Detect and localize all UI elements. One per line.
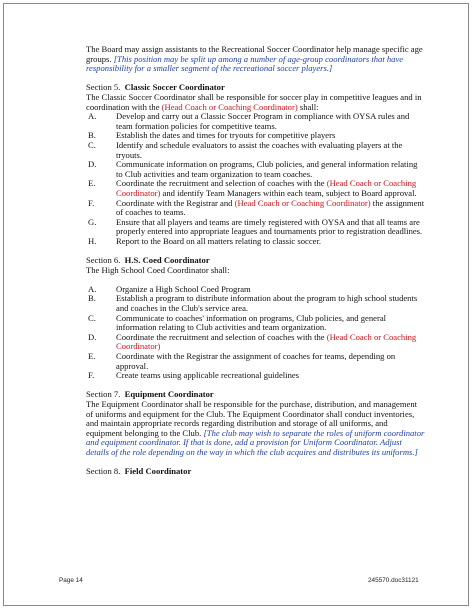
page-number: Page 14 xyxy=(59,577,83,584)
section-5-intro-red: (Head Coach or Coaching Coordinator) xyxy=(161,101,298,112)
item-label: B. xyxy=(88,130,96,141)
section-5-intro-text: The Classic Soccer Coordinator shall be responsible for soccer play in competitive leagues and in coordination with the xyxy=(86,91,422,112)
item-text-start: Coordinate with the Registrar and xyxy=(116,197,235,208)
section-8-heading xyxy=(86,467,426,477)
section-5-intro xyxy=(86,93,426,112)
item-label: B. xyxy=(88,293,96,304)
item-text: Communicate to coaches' information on programs, Club policies, and general information relating to Club activities and team organization. xyxy=(116,312,387,333)
item-text-end: and identify Team Managers within each team, subject to Board approval. xyxy=(160,187,417,198)
section-5-title: Classic Soccer Coordinator xyxy=(124,82,225,93)
item-text: Establish a program to distribute information about the program to high school students and coaches in the Club's service area. xyxy=(116,293,418,314)
item-label: F. xyxy=(88,370,95,381)
item-label: A. xyxy=(88,111,97,122)
list-item xyxy=(86,333,426,352)
section-8-number: Section 8. xyxy=(86,466,121,477)
item-text-red: (Head Coach or Coaching Coordinator) xyxy=(116,178,417,198)
item-text: Report to the Board on all matters relating to classic soccer. xyxy=(116,235,321,246)
item-text-start: Coordinate the recruitment and selection of coaches with the xyxy=(116,331,327,342)
item-text-red: (Head Coach or Coaching Coordinator) xyxy=(116,331,417,352)
list-item xyxy=(86,237,426,247)
item-label: H. xyxy=(88,235,97,246)
item-text-red: (Head Coach or Coaching Coordinator) xyxy=(234,197,371,208)
item-label: F. xyxy=(88,197,95,208)
item-label: D. xyxy=(88,331,97,342)
item-text: Identify and schedule evaluators to assist the coaches with evaluating players at the tryouts. xyxy=(116,139,403,160)
intro-text: The Board may assign assistants to the Recreational Soccer Coordinator help manage specific age groups. xyxy=(86,44,423,64)
section-6-title: H.S. Coed Coordinator xyxy=(124,255,210,266)
list-item xyxy=(86,141,426,160)
list-item xyxy=(86,218,426,237)
item-text: Ensure that all players and teams are timely registered with OYSA and that all teams are properly entered into appropriate leagues and tournaments prior to registration deadlines. xyxy=(116,216,423,237)
section-6-intro: The High School Coed Coordinator shall: xyxy=(86,264,230,275)
section-5-number: Section 5. xyxy=(86,82,121,93)
list-item xyxy=(86,199,426,218)
list-item xyxy=(86,160,426,179)
list-item xyxy=(86,294,426,313)
section-7-title: Equipment Coordinator xyxy=(124,389,214,400)
intro-paragraph xyxy=(86,45,426,74)
item-text: Create teams using applicable recreational guidelines xyxy=(116,370,300,381)
item-label: E. xyxy=(88,351,96,361)
list-item xyxy=(86,112,426,131)
item-text xyxy=(116,199,426,218)
document-id: 245570.doc31121 xyxy=(368,577,419,584)
item-label: D. xyxy=(88,159,97,170)
section-5-intro-end: shall: xyxy=(297,101,319,112)
section-7-note: [The club may wish to separate the roles of uniform coordinator and equipment coordinator. If that is done, add a provision for Uniform Coordinator. Adjust details of the role depending on the way in which the club acquires and distributes its uniforms.] xyxy=(86,427,425,457)
section-7-number: Section 7. xyxy=(86,389,121,400)
item-text xyxy=(116,179,426,198)
item-label: A. xyxy=(88,283,97,294)
item-text: Communicate information on programs, Club policies, and general information relating to Club activities and team organization to team coaches. xyxy=(116,159,418,179)
section-5-list xyxy=(86,112,426,246)
section-6-number: Section 6. xyxy=(86,255,121,266)
item-text: Coordinate with the Registrar the assignment of coaches for teams, depending on approval. xyxy=(116,351,396,371)
section-8-title: Field Coordinator xyxy=(124,466,192,477)
list-item xyxy=(86,352,426,371)
item-text xyxy=(116,333,426,352)
item-text: Establish the dates and times for tryouts for competitive players xyxy=(116,130,336,141)
item-label: C. xyxy=(88,139,96,150)
item-label: C. xyxy=(88,312,96,323)
section-7-paragraph xyxy=(86,400,426,458)
item-text: Organize a High School Coed Program xyxy=(116,283,251,294)
item-label: G. xyxy=(88,216,97,227)
section-6-list xyxy=(86,285,426,381)
list-item xyxy=(86,314,426,333)
intro-note: [This position may be split up among a number of age-group coordinators that have responsibility for a smaller segment of the recreational soccer players.] xyxy=(86,53,404,74)
document-body xyxy=(86,45,426,477)
section-7-text: The Equipment Coordinator shall be responsible for the purchase, distribution, and management of uniforms and equipment for the Club. The Equipment Coordinator shall conduct inventories, and maintain appropriate records regarding distribution and storage of all uniforms, and equipment belonging to the Club. xyxy=(86,398,418,438)
item-text-start: Coordinate the recruitment and selection of coaches with the xyxy=(116,178,327,189)
item-text-end: the assignment of coaches to teams. xyxy=(116,197,425,218)
list-item xyxy=(86,179,426,198)
item-text: Develop and carry out a Classic Soccer Program in compliance with OYSA rules and team formation policies for competitive teams. xyxy=(116,111,410,131)
list-item xyxy=(86,371,426,381)
item-label: E. xyxy=(88,178,96,189)
